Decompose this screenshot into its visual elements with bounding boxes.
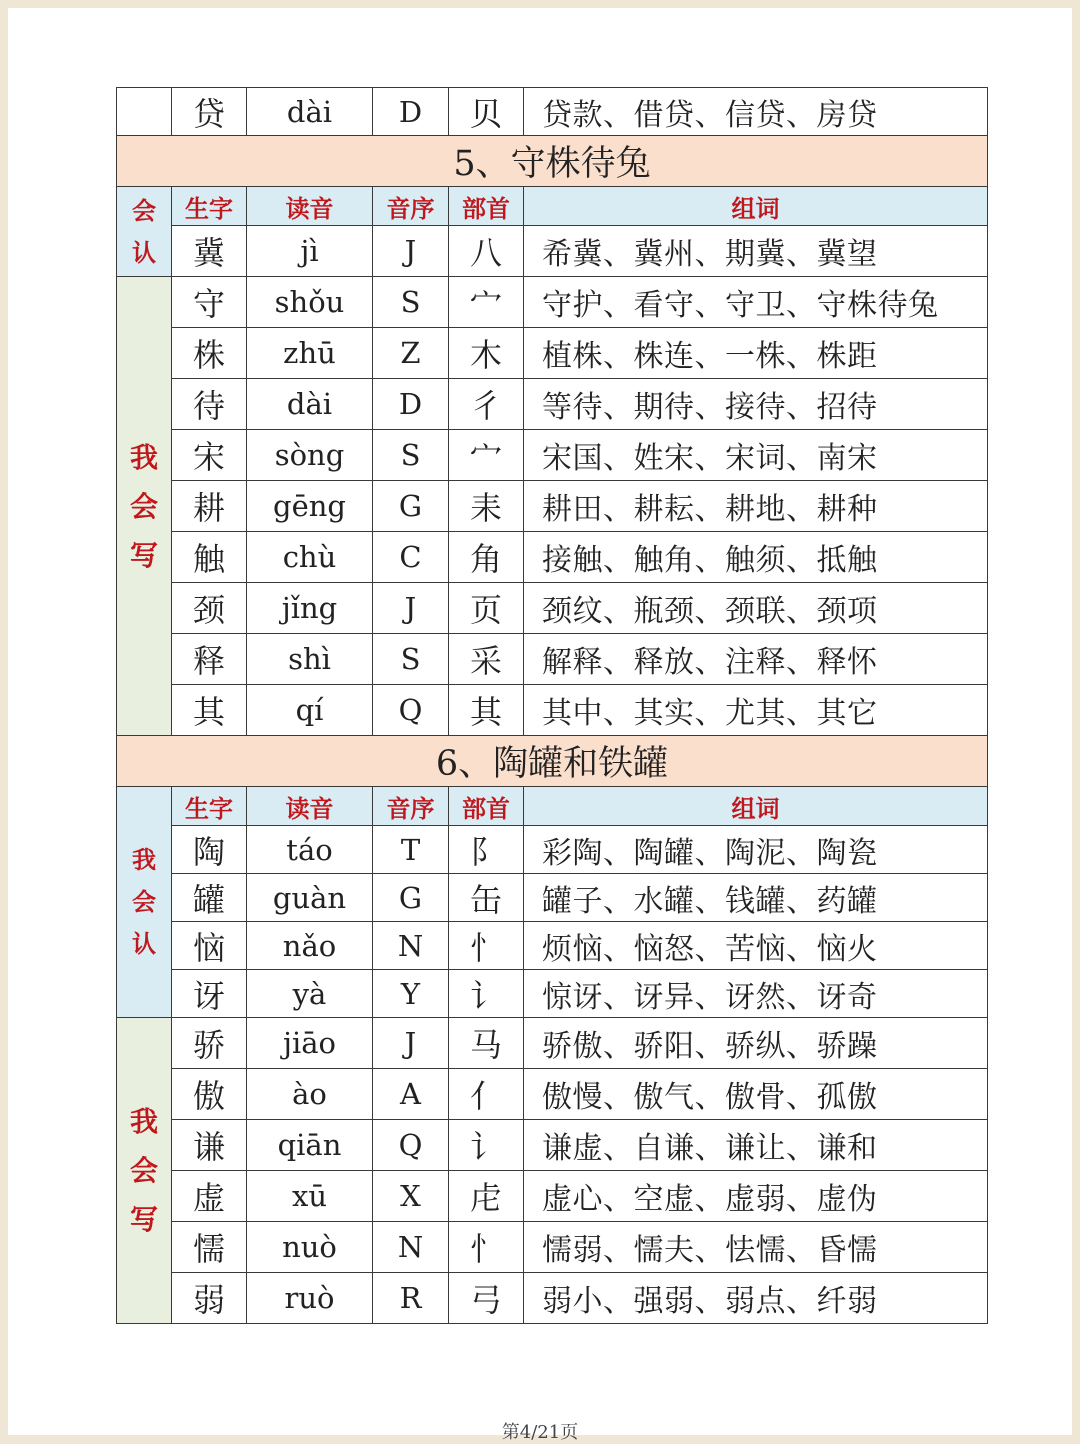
radical-cell: 忄 — [449, 1222, 524, 1273]
pinyin-cell: jǐng — [247, 583, 373, 634]
char-cell: 傲 — [172, 1069, 247, 1120]
header-char: 生字 — [172, 787, 247, 826]
table-row — [117, 922, 988, 970]
pinyin-cell: jì — [247, 226, 373, 277]
header-pinyin: 读音 — [247, 187, 373, 226]
char-cell: 恼 — [172, 922, 247, 970]
header-words: 组词 — [524, 787, 988, 826]
pinyin-cell: shǒu — [247, 277, 373, 328]
words-cell: 烦恼、恼怒、苦恼、恼火 — [524, 922, 988, 970]
radical-cell: 其 — [449, 685, 524, 736]
table-header-row — [117, 187, 988, 226]
index-cell: S — [373, 634, 449, 685]
words-cell: 惊讶、讶异、讶然、讶奇 — [524, 970, 988, 1018]
header-radical: 部首 — [449, 787, 524, 826]
radical-cell: 讠 — [449, 970, 524, 1018]
radical-cell: 木 — [449, 328, 524, 379]
words-cell: 贷款、借贷、信贷、房贷 — [524, 88, 988, 136]
radical-cell: 忄 — [449, 922, 524, 970]
table-row — [117, 1018, 988, 1069]
pinyin-cell: dài — [247, 379, 373, 430]
char-cell: 讶 — [172, 970, 247, 1018]
index-cell: J — [373, 226, 449, 277]
header-index: 音序 — [373, 787, 449, 826]
words-cell: 颈纹、瓶颈、颈联、颈项 — [524, 583, 988, 634]
lesson-title: 5、守株待兔 — [117, 136, 988, 187]
words-cell: 其中、其实、尤其、其它 — [524, 685, 988, 736]
group-label-text: 会 认 — [132, 196, 156, 267]
radical-cell: 缶 — [449, 874, 524, 922]
index-cell: Q — [373, 1120, 449, 1171]
pinyin-cell: nǎo — [247, 922, 373, 970]
words-cell: 谦虚、自谦、谦让、谦和 — [524, 1120, 988, 1171]
radical-cell: 页 — [449, 583, 524, 634]
index-cell: G — [373, 481, 449, 532]
words-cell: 耕田、耕耘、耕地、耕种 — [524, 481, 988, 532]
lesson-title-row — [117, 136, 988, 187]
words-cell: 骄傲、骄阳、骄纵、骄躁 — [524, 1018, 988, 1069]
pinyin-cell: qí — [247, 685, 373, 736]
char-cell: 懦 — [172, 1222, 247, 1273]
char-cell: 谦 — [172, 1120, 247, 1171]
group-cell-empty — [117, 88, 172, 136]
radical-cell: 采 — [449, 634, 524, 685]
index-cell: G — [373, 874, 449, 922]
words-cell: 懦弱、懦夫、怯懦、昏懦 — [524, 1222, 988, 1273]
words-cell: 植株、株连、一株、株距 — [524, 328, 988, 379]
index-cell: S — [373, 430, 449, 481]
table-row — [117, 379, 988, 430]
char-cell: 宋 — [172, 430, 247, 481]
char-cell: 弱 — [172, 1273, 247, 1324]
group-label-wohuixie — [117, 1018, 172, 1324]
words-cell: 等待、期待、接待、招待 — [524, 379, 988, 430]
table-row — [117, 1222, 988, 1273]
pinyin-cell: jiāo — [247, 1018, 373, 1069]
radical-cell: 耒 — [449, 481, 524, 532]
document-page — [8, 8, 1072, 1443]
char-cell: 其 — [172, 685, 247, 736]
radical-cell: 亻 — [449, 1069, 524, 1120]
radical-cell: 阝 — [449, 826, 524, 874]
char-cell: 虚 — [172, 1171, 247, 1222]
index-cell: Q — [373, 685, 449, 736]
group-label-text: 我 会 认 — [132, 846, 156, 958]
pinyin-cell: gēng — [247, 481, 373, 532]
index-cell: A — [373, 1069, 449, 1120]
table-row — [117, 226, 988, 277]
pinyin-cell: zhū — [247, 328, 373, 379]
words-cell: 解释、释放、注释、释怀 — [524, 634, 988, 685]
table-row — [117, 1273, 988, 1324]
index-cell: X — [373, 1171, 449, 1222]
radical-cell: 彳 — [449, 379, 524, 430]
pinyin-cell: sòng — [247, 430, 373, 481]
table-row — [117, 328, 988, 379]
pinyin-cell: táo — [247, 826, 373, 874]
table-row — [117, 430, 988, 481]
index-cell: C — [373, 532, 449, 583]
words-cell: 希冀、冀州、期冀、冀望 — [524, 226, 988, 277]
pinyin-cell: ruò — [247, 1273, 373, 1324]
group-label-text: 我 会 写 — [129, 1105, 158, 1236]
char-cell: 株 — [172, 328, 247, 379]
header-char: 生字 — [172, 187, 247, 226]
pinyin-cell: xū — [247, 1171, 373, 1222]
words-cell: 守护、看守、守卫、守株待兔 — [524, 277, 988, 328]
words-cell: 傲慢、傲气、傲骨、孤傲 — [524, 1069, 988, 1120]
lesson-title-row — [117, 736, 988, 787]
radical-cell: 马 — [449, 1018, 524, 1069]
words-cell: 接触、触角、触须、抵触 — [524, 532, 988, 583]
index-cell: R — [373, 1273, 449, 1324]
char-cell: 耕 — [172, 481, 247, 532]
table-row — [117, 1120, 988, 1171]
table-row — [117, 1069, 988, 1120]
char-cell: 守 — [172, 277, 247, 328]
table-header-row — [117, 787, 988, 826]
radical-cell: 八 — [449, 226, 524, 277]
index-cell: J — [373, 1018, 449, 1069]
radical-cell: 宀 — [449, 277, 524, 328]
index-cell: S — [373, 277, 449, 328]
pinyin-cell: yà — [247, 970, 373, 1018]
index-cell: N — [373, 1222, 449, 1273]
table-row — [117, 1171, 988, 1222]
index-cell: J — [373, 583, 449, 634]
char-cell: 骄 — [172, 1018, 247, 1069]
header-pinyin: 读音 — [247, 787, 373, 826]
char-cell: 颈 — [172, 583, 247, 634]
header-index: 音序 — [373, 187, 449, 226]
words-cell: 罐子、水罐、钱罐、药罐 — [524, 874, 988, 922]
table-row — [117, 634, 988, 685]
header-radical: 部首 — [449, 187, 524, 226]
index-cell: D — [373, 379, 449, 430]
group-label-wohuixie — [117, 277, 172, 736]
group-label-wohuiren — [117, 787, 172, 1018]
char-cell: 冀 — [172, 226, 247, 277]
index-cell: N — [373, 922, 449, 970]
vocab-table — [116, 87, 988, 1324]
radical-cell: 角 — [449, 532, 524, 583]
radical-cell: 弓 — [449, 1273, 524, 1324]
char-cell: 贷 — [172, 88, 247, 136]
words-cell: 弱小、强弱、弱点、纤弱 — [524, 1273, 988, 1324]
table-row — [117, 826, 988, 874]
pinyin-cell: qiān — [247, 1120, 373, 1171]
pinyin-cell: chù — [247, 532, 373, 583]
table-row — [117, 532, 988, 583]
char-cell: 释 — [172, 634, 247, 685]
char-cell: 待 — [172, 379, 247, 430]
pinyin-cell: guàn — [247, 874, 373, 922]
pinyin-cell: nuò — [247, 1222, 373, 1273]
char-cell: 触 — [172, 532, 247, 583]
table-row — [117, 88, 988, 136]
pinyin-cell: dài — [247, 88, 373, 136]
table-row — [117, 481, 988, 532]
pinyin-cell: shì — [247, 634, 373, 685]
radical-cell: 宀 — [449, 430, 524, 481]
words-cell: 彩陶、陶罐、陶泥、陶瓷 — [524, 826, 988, 874]
index-cell: Z — [373, 328, 449, 379]
char-cell: 陶 — [172, 826, 247, 874]
pinyin-cell: ào — [247, 1069, 373, 1120]
table-row — [117, 277, 988, 328]
radical-cell: 讠 — [449, 1120, 524, 1171]
lesson-title: 6、陶罐和铁罐 — [117, 736, 988, 787]
table-row — [117, 583, 988, 634]
words-cell: 宋国、姓宋、宋词、南宋 — [524, 430, 988, 481]
header-words: 组词 — [524, 187, 988, 226]
page-number: 第4/21页 — [501, 1422, 579, 1443]
index-cell: Y — [373, 970, 449, 1018]
radical-cell: 虍 — [449, 1171, 524, 1222]
char-cell: 罐 — [172, 874, 247, 922]
group-label-huiren — [117, 187, 172, 277]
table-row — [117, 970, 988, 1018]
table-row — [117, 685, 988, 736]
group-label-text: 我 会 写 — [129, 440, 158, 572]
radical-cell: 贝 — [449, 88, 524, 136]
table-row — [117, 874, 988, 922]
index-cell: T — [373, 826, 449, 874]
words-cell: 虚心、空虚、虚弱、虚伪 — [524, 1171, 988, 1222]
index-cell: D — [373, 88, 449, 136]
